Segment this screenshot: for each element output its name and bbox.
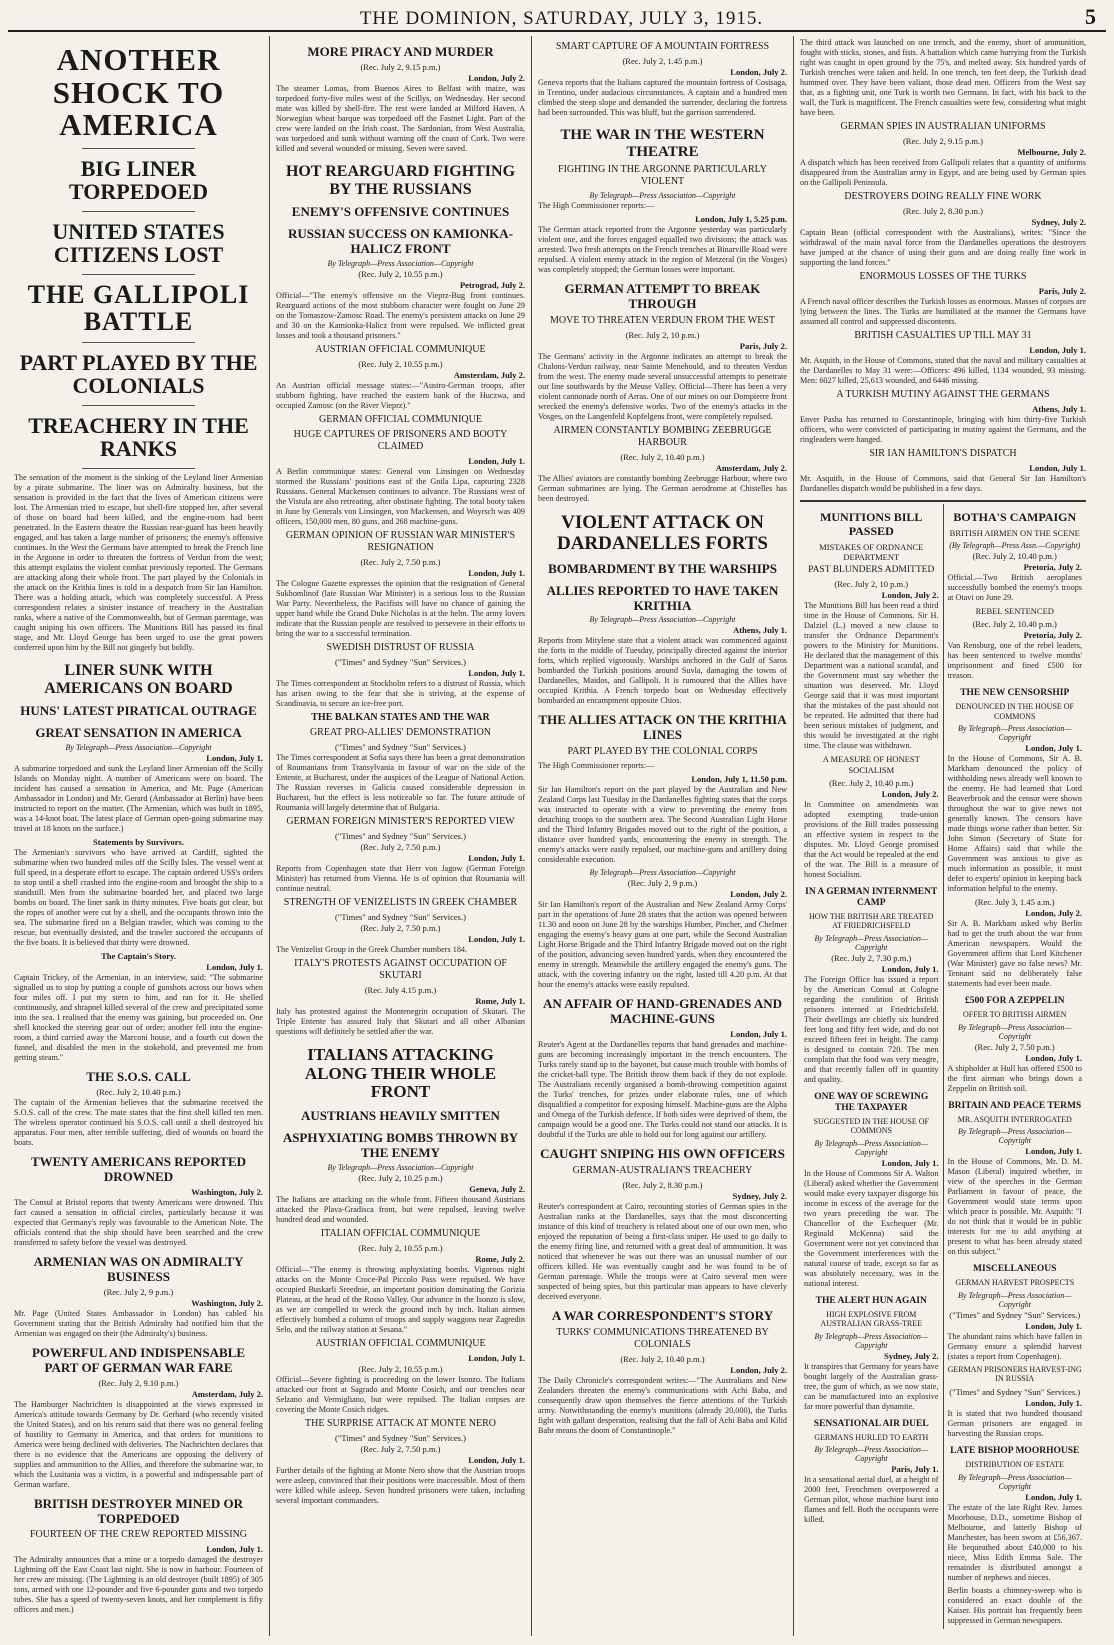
dateline: London, July 1. — [1025, 1052, 1082, 1063]
article-paragraph: Reuter's Agent at the Dardanelles reports that hand grenades and machine-guns are becoming increasingly important in the trench encounters. The Turks rarely stand up to the bayonet, but cause much trouble with bombs of the cricket-ball type. The British throw them back if they do not explode. The Australians recently organised a bomb-throwing competition against the Turks' trenches, for prizes under elaborate rules, one of which disqualified a competitor for exposing himself. Machine-guns are the Alpha and Omega of the Turkish defence. If both sides were deprived of them, the campaign would be a good one. The Turks could not stand our attacks. It is doubtful if the Turks are able to hold out for long against our artillery. — [538, 1040, 787, 1140]
dateline: Sydney, July 2. — [884, 1350, 939, 1361]
article-paragraph: A dispatch which has been received from Gallipoli relates that a quantity of uniforms disappeared from the Australian army in Egypt, and are being used by German spies on the Gallipoli Peninsula. — [800, 158, 1086, 187]
article-headline: THE BALKAN STATES AND THE WAR — [311, 711, 490, 723]
article-paragraph: Reports from Copenhagen state that Herr von Jagow (German Foreign Minister) has returned from Vienna. He is of opinion that Roumania will continue neutral. — [276, 863, 525, 893]
received-line: (Rec. July 2, 9.15 p.m.) — [902, 136, 984, 146]
dateline: London, July 1. — [1025, 1491, 1082, 1502]
article-paragraph: The Cologne Gazette expresses the opinion that the resignation of General Sukhomlinof (late Russian War Minister) is a serious loss to the Russian War Party. Nevertheless, the Pacifists will have no chance of gaining the upper hand while the Grand Duke Nicholas is at the helm. The army lovers indicate that the Russian people are resolved to persevere in their efforts to bring the war to a successful termination. — [276, 578, 525, 638]
article-paragraph: An Austrian official message states:—"Austro-German troops, after stubborn fighting, have reached the eastern bank of the Huczwa, and occupied Zamosc (on the River Vieprz)." — [276, 380, 525, 410]
received-line: (Rec. July 2, 9 p.m.) — [627, 878, 698, 889]
dateline: London, July 1. — [468, 852, 525, 863]
article-subheadline: BRITISH AIRMEN ON THE SCENE — [949, 527, 1080, 538]
source-line: ("Times" and Sydney "Sun" Services.) — [335, 656, 466, 667]
article-subheadline: FIGHTING IN THE ARGONNE PARTICULARLY VIOLENT — [558, 164, 767, 187]
byline: By Telegraph—Press Association—Copyright — [589, 868, 736, 878]
received-line: (Rec. July 2, 10.55 p.m.) — [358, 1363, 443, 1374]
dateline: London, July 1. — [1025, 1320, 1082, 1331]
byline: By Telegraph—Press Association—Copyright — [327, 258, 474, 268]
byline: By Telegraph—Press Association—Copyright — [589, 615, 736, 625]
article-headline: REBEL SENTENCED — [975, 605, 1054, 616]
article-paragraph: In Committee on amendments was adopted exempting trade-union provisions of the Bill trades possessing an effective system in respect to the disputes. Mr. Lloyd George promised that the Act would be repealed at the end of the war. The Bill is a measure of honest Socialism. — [804, 799, 939, 879]
headline-big-liner: BIG LINER TORPEDOED — [69, 155, 208, 204]
source-line: ("Times" and Sydney "Sun" Services.) — [335, 741, 466, 752]
article-paragraph: The Allies' aviators are constantly bombing Zeebrugge Harbour, where two German submarines are lying. The German aerodrome at Chistelles has been destroyed. — [538, 473, 787, 503]
headline-shock-to-america: ANOTHER SHOCK TO AMERICA — [52, 42, 225, 143]
article-paragraph: The Times correspondent at Stockholm refers to a distrust of Russia, which has arisen owing to the fear that she is striving, at the expense of Scandinavia, to secure an ice-free port. — [276, 678, 525, 708]
article-headline: AIRMEN CONSTANTLY BOMBING ZEEBRUGGE HARBOUR — [553, 424, 772, 448]
received-line: (Rec. July 2, 9.15 p.m.) — [360, 61, 441, 72]
article-paragraph: Enver Pasha has returned to Constantinople, bringing with him thirty-five Turkish officers, who were convicted of participating in mutiny against the Germans, and the ringleaders were hanged. — [800, 415, 1086, 444]
received-line: (Rec. July 2, 10 p.m.) — [834, 579, 909, 590]
received-line: (Rec. July 2, 7.50 p.m.) — [360, 841, 441, 852]
article-headline: ONE WAY OF SCREWING THE TAXPAYER — [814, 1091, 929, 1113]
article-paragraph: Mr. Page (United States Ambassador in London) has cabled his Government stating that the British Admiralty had notified him that the Armenian was engaged on their (the Admiralty's) business. — [14, 1308, 263, 1338]
article-subheadline: GERMAN-AUSTRALIAN'S TREACHERY — [572, 1165, 753, 1177]
column-3 — [532, 36, 794, 1636]
received-line: (Rec. July 2, 8.30 p.m.) — [902, 206, 984, 216]
article-subheadline: SUGGESTED IN THE HOUSE OF COMMONS — [813, 1116, 929, 1136]
article-paragraph: Sir A. B. Markham asked why Berlin had to get the truth about the war from American newspapers. Would the Government affirm that Lord Kitchener (War Minister) gave no false news? Mr. Tennant said no deliberately false statements had ever been made. — [947, 919, 1082, 989]
intro-line: The High Commissioner reports:— — [538, 201, 655, 210]
byline: By Telegraph—Press Association—Copyright — [814, 1138, 928, 1157]
received-line: (Rec. July 2, 7.50 p.m.) — [360, 556, 441, 567]
byline: By Telegraph—Press Association—Copyright — [65, 743, 212, 753]
article-paragraph: Mr. Asquith, in the House of Commons, stated that the naval and military casualties at the Dardanelles to May 31 were:—Officers: 496 killed, 1134 wounded, 93 missing. Men: 6027 killed, 25,613 wounded, and 6446 missing. — [800, 356, 1086, 385]
dateline: Pretoria, July 2. — [1023, 561, 1082, 572]
article-paragraph: The Venizelist Group in the Greek Chamber numbers 184. — [276, 944, 468, 954]
article-paragraph: The Armenian's survivors who have arrived at Cardiff, sighted the submarine when two hundred miles off the Scilly Isles. The vessel went at full speed, in a desperate effort to escape. The captain ordered USS's orders to stop until a shell crashed into the engine-room and brought the ship to a standstill. Men from the submarine boarded her, and placed two large bombs on board. The liner sank in thirty minutes. Five boats got clear, but the ropes of another were cut by a shell, and the occupants thrown into the sea. The submarine fired on a Belgian trawler, which was coming to the rescue, but eventually desisted, and the trawler succored the occupants of the five boats. It is believed that thirty were drowned. — [14, 848, 263, 948]
received-line: (Rec. July 4.15 p.m.) — [364, 984, 437, 995]
dateline: London, July 1. — [1025, 1146, 1082, 1157]
article-headline: GERMAN PRISONERS HARVEST-ING IN RUSSIA — [947, 1364, 1082, 1384]
article-subheadline: DENOUNCED IN THE HOUSE OF COMMONS — [955, 702, 1074, 721]
article-headline: THE S.O.S. CALL — [86, 1069, 191, 1085]
headline-us-citizens-lost: UNITED STATES CITIZENS LOST — [52, 218, 225, 267]
received-line: (Rec. July 2, 1.45 p.m.) — [622, 56, 703, 66]
article-headline: GERMAN SPIES IN AUSTRALIAN UNIFORMS — [840, 121, 1046, 132]
article-subheadline: HIGH EXPLOSIVE FROM AUSTRALIAN GRASS-TREE — [820, 1309, 923, 1329]
article-paragraph: It transpires that Germany for years have bought largely of the Australian grass-tree, the gum of which, as we now state, can be manufactured into an explosive far more powerful than dynamite. — [804, 1361, 939, 1411]
dateline: Paris, July 2. — [739, 340, 787, 351]
received-line: (Rec. July 2, 10.40 p.m.) — [829, 777, 914, 788]
byline: By Telegraph—Press Association—Copyright — [814, 1331, 928, 1350]
article-subheadline: GREAT SENSATION IN AMERICA — [35, 725, 242, 741]
dateline: London, July 2. — [730, 67, 787, 77]
article-headline: A MEASURE OF HONEST SOCIALISM — [822, 754, 920, 775]
article-headline: VIOLENT ATTACK ON DARDANELLES FORTS — [556, 511, 768, 554]
article-headline: £500 FOR A ZEPPELIN — [965, 996, 1065, 1007]
article-headline: LINER SUNK WITH AMERICANS ON BOARD — [44, 661, 233, 697]
dateline: Amsterdam, July 2. — [191, 1388, 263, 1399]
article-headline: AUSTRIAN OFFICIAL COMMUNIQUE — [315, 1337, 486, 1349]
received-line: (Rec. July 2, 10.40 p.m.) — [96, 1086, 181, 1097]
article-headline: THE SURPRISE ATTACK AT MONTE NERO — [305, 1417, 496, 1429]
article-subheadline: ENEMY'S OFFENSIVE CONTINUES — [291, 204, 510, 220]
received-line: (Rec. July 2, 7.50 p.m.) — [360, 1443, 441, 1454]
source-line: ("Times" and Sydney "Sun" Services.) — [335, 911, 466, 922]
dateline: London, July 1. — [730, 1029, 787, 1040]
article-paragraph: The Hamburger Nachrichten is disappointed at the views expressed in America's attitude towards Germany by Dr. Gerhard (who recently visited the United States), and on his return said that there was no general feeling of hostility to Germany in America, and that orders for munitions to America were being declined with deliveries. The Nachrichten declares that there is no evidence that the Americans are opposing the delivery of supplies and ammunition to the Allies, and therefore the submarine war, to which the Lusitania was a victim, is a powerful and indispensable part of German warfare. — [14, 1399, 263, 1489]
dateline: London, July 2. — [468, 72, 525, 83]
dateline: Sydney, July 2. — [732, 1191, 787, 1202]
article-subheadline: TURKS' COMMUNICATIONS THREATENED BY COLONIALS — [556, 1327, 769, 1351]
article-headline: GERMAN FOREIGN MINISTER'S REPORTED VIEW — [286, 815, 515, 827]
article-headline: AN AFFAIR OF HAND-GRENADES AND MACHINE-GUNS — [542, 996, 783, 1027]
received-line: (Rec. July 2, 7.50 p.m.) — [360, 922, 441, 933]
source-line: ("Times" and Sydney "Sun" Services.) — [335, 830, 466, 841]
article-paragraph: The abundant rains which have fallen in Germany ensure a splendid harvest (states a report from Copenhagen). — [947, 1331, 1082, 1361]
column-4 — [794, 36, 1092, 1636]
article-headline: A TURKISH MUTINY AGAINST THE GERMANS — [836, 389, 1050, 400]
article-paragraph: Official—"The enemy's offensive on the Vieprz-Bug front continues. Rearguard actions of the most stubborn character were fought on June 29 on the Tomaszow-Zamosc Road. The enemy's persistent attacks on June 29 and 30 on the Kamionka-Halicz front were repulsed. We inflicted great losses and took a thousand prisoners." — [276, 290, 525, 340]
dateline: London, July 1. — [468, 667, 525, 678]
dateline: Amsterdam, July 2. — [715, 462, 787, 473]
article-headline: GERMAN ATTEMPT TO BREAK THROUGH — [564, 281, 761, 311]
received-line: (Rec. July 2, 10 p.m.) — [625, 329, 700, 340]
article-headline: SMART CAPTURE OF A MOUNTAIN FORTRESS — [555, 41, 770, 52]
headline-colonials: PART PLAYED BY THE COLONIALS — [19, 349, 258, 398]
byline: (By Telegraph—Press Assn.—Copyright) — [949, 540, 1081, 550]
dateline: London, July 2. — [1025, 908, 1082, 919]
article-headline: HOT REARGUARD FIGHTING BY THE RUSSIANS — [285, 162, 516, 198]
dateline: London, July 1, 5.25 p.m. — [695, 214, 787, 224]
article-paragraph: The German attack reported from the Argonne yesterday was particularly violent one, and the forces engaged equalled two divisions; the attack was arrested. Two fresh attempts on the French trenches at Binarville Road were repulsed. A violent enemy attack in the region of Metzeral (in the Vosges) was completely stopped; the German losses were important. — [538, 225, 787, 274]
dateline: Pretoria, July 2. — [1023, 630, 1082, 641]
article-paragraph: Van Rensburg, one of the rebel leaders, has been sentenced to twelve months' imprisonment and fined £500 for treason. — [947, 641, 1082, 681]
received-line: (Rec. July 2, 7.50 p.m.) — [974, 1041, 1055, 1052]
dateline: London, July 1. — [1025, 1398, 1082, 1409]
dateline: Athens, July 1. — [1032, 404, 1086, 414]
byline: By Telegraph—Press Association—Copyright — [958, 724, 1072, 743]
article-subheadline: FOURTEEN OF THE CREW REPORTED MISSING — [29, 1529, 248, 1541]
article-paragraph: In the House of Commons, Mr. D. M. Mason (Liberal) inquired whether, in view of the speeches in the German Parliament in favour of peace, the Government would state terms upon which peace is possible. Mr. Asquith: "I do not think that it would be in public interests for me to add anything at present to what has been already stated on this subject." — [947, 1157, 1082, 1257]
dateline: Washington, July 2. — [191, 1297, 263, 1308]
masthead — [8, 4, 1106, 32]
article-paragraph: Official—"The enemy is throwing asphyxiating bombs. Vigorous night attacks on the Monte Croce-Pal Piccolo Pass were repulsed. We have occupied Buskarli Sreednie, an important position dominating the Gorizia Plateau, at the head of the Rosso Valley. Our advance in the Isonzo is slow, as we are compelled to wreck the ground inch by inch. Italian airmen effectively bombed a column of troops and supply waggons near Zagredin Selo, and the railway station at Sesana." — [276, 1264, 525, 1334]
dateline: Melbourne, July 2. — [1017, 147, 1086, 157]
article-subheadline: HOW THE BRITISH ARE TREATED AT FRIEDRICHSFELD — [809, 911, 934, 931]
article-subheadline: BOMBARDMENT BY THE WARSHIPS — [548, 560, 777, 576]
article-subheadline: RUSSIAN SUCCESS ON KAMIONKA-HALICZ FRONT — [287, 226, 513, 256]
sub-column-right — [943, 504, 1087, 1629]
page-number: 5 — [1085, 4, 1096, 29]
article-paragraph: The third attack was launched on one trench, and the enemy, short of ammunition, fought with sticks, stones, and fists. A battalion which came hurrying from the Turkish right was caught in open ground by the 75's, and melted away. Six hundred yards of Turkish trenches were taken and held. In one trench, ten feet deep, the Turkish dead hummed over. They have been valiant, those dead men. Officers from the West say that, as a fighting unit, one Turk is worth two Germans. In fact, with his back to the wall, the Turk is magnificent. The French casualties were few, considering what might have been. — [800, 38, 1086, 117]
dateline: London, July 1. — [881, 1157, 939, 1168]
article-headline: MORE PIRACY AND MURDER — [307, 44, 494, 59]
dateline: Rome, July 2. — [475, 1253, 525, 1264]
article-headline: THE NEW CENSORSHIP — [960, 688, 1070, 699]
article-headline: AUSTRIAN OFFICIAL COMMUNIQUE — [315, 343, 486, 355]
dateline: Paris, July 1. — [891, 1464, 939, 1475]
article-headline: GERMAN OFFICIAL COMMUNIQUE — [319, 413, 482, 425]
article-paragraph: The Daily Chronicle's correspondent writes:—"The Australians and New Zealanders threaten the enemy's communications with Achi Baba, and consequently draw upon themselves the fierce attentions of the Turkish army. Notwithstanding the enemy's munitions (already 20,000), the Turks fight with gallant desperation, realising that the fall of Achi Baba and Kilid Bahr means the doom of Constantinople." — [538, 1376, 787, 1436]
article-paragraph: The Munitions Bill has been read a third time in the House of Commons. Sir H. Dalziel (L.) moved a new clause to transfer the Ordnance Department's powers to the Ministry for Munitions. He declared that the management of this Department was a national scandal, and the Government must say whether the situation was deserved. Mr. Lloyd George said that it was most important that the mistakes of the past should not be repeated. He admitted that there had been serious mistakes of judgment, and this would be investigated at the right time. The clause was withdrawn. — [804, 601, 939, 751]
dateline: London, July 1. — [468, 567, 525, 578]
dateline: London, July 1. — [206, 753, 263, 764]
article-paragraph: Mr. Asquith, in the House of Commons, said that General Sir Ian Hamilton's Dardanelles dispatch would be published in a few days. — [800, 474, 1086, 493]
dateline: Washington, July 2. — [191, 1186, 263, 1197]
article-headline: IN A GERMAN INTERNMENT CAMP — [805, 886, 938, 908]
article-paragraph: Reuter's correspondent at Cairo, recounting stories of German spies in the Australian ranks at the Dardanelles, says that the most disconcerting instance of this kind of treachery is related about one of our own men, who enjoyed the reputation of being a first-class sniper. He used to go daily to the enemy firing line, and returned with a great deal of ammunition. It was noticed that whenever he was out there was an unusual number of our officers killed. He was eventually caught and he was found to be of German parentage. While the troops were at Cairo several men were suspected of being spies, but this particular man appears to have cleverly deceived everyone. — [538, 1202, 787, 1302]
article-paragraph: A Berlin communique states: General von Linsingen on Wednesday stormed the Russians' positions east of the Gnila Lipa, capturing 2328 Russians. General Mackensen continues to advance. The Russians west of the Vistula are also retreating, after obstinate fighting. The total booty taken in June by Generals von Linsingen, von Mackensen, and Woyrsch was 409 officers, 150,000 men, 80 guns, and 268 machine-guns. — [276, 466, 525, 526]
source-line: ("Times" and Sydney "Sun" Services.) — [949, 1387, 1081, 1398]
article-paragraph: The Germans' activity in the Argonne indicates an attempt to break the Chalons-Verdun railway, near Sainte Menehould, and to threaten Verdun from the west. The enemy made several unsuccessful attempts to penetrate our line southwards by the Meuse Valley. Official—There has been a very violent cannonade north of Arras. One of our mines on our Dompierre front wrecked the enemy's defensive works. Two of the enemy's attacks in the Vosges, on the Langenfeld Kopfelgens front, were completely repulsed. — [538, 351, 787, 421]
article-paragraph: The Admiralty announces that a mine or a torpedo damaged the destroyer Lightning off the East Coast last night. She is now in harbour. Fourteen of her crew are missing. (The Lightning is an old destroyer (built 1895) of 305 tons, armed with one 12-pounder and five 6-pounder guns and two torpedo tubes. She has a speed of twenty-seven knots, and her complement is fifty officers and men.) — [14, 1555, 263, 1615]
article-headline: BOTHA'S CAMPAIGN — [953, 510, 1077, 524]
article-headline: THE ALERT HUN AGAIN — [815, 1295, 927, 1306]
split-columns — [800, 500, 1086, 1629]
dateline: London, July 1. — [468, 1454, 525, 1465]
article-subheadline: HUNS' LATEST PIRATICAL OUTRAGE — [20, 703, 257, 719]
dateline: Petrograd, July 2. — [459, 279, 525, 290]
article-headline: ITALIANS ATTACKING ALONG THEIR WHOLE FRONT — [304, 1044, 497, 1102]
article-paragraph: Captain Bean (official correspondent with the Australians), writes: "Since the withdrawal of the main naval force from the Dardanelles operations the destroyers have jumped at the chance of using their guns and are doing really fine work in supporting the land forces." — [800, 228, 1086, 267]
received-line: (Rec. July 2, 9.10 p.m.) — [98, 1377, 179, 1388]
article-paragraph: The Consul at Bristol reports that twenty Americans were drowned. This fact caused a sensation in official circles, particularly because it was expected that Germany's reply was favourable to the American Note. The officials contend that the ship should have been searched and the crew transferred to safety before the vessel was destroyed. — [14, 1197, 263, 1247]
sub-column-left — [800, 504, 943, 1629]
dateline: Rome, July 1. — [475, 995, 525, 1006]
dateline: London, July 1. — [881, 963, 939, 974]
received-line: (Rec. July 2, 10.25 p.m.) — [358, 1172, 443, 1183]
dateline: London, July 1. — [1025, 743, 1082, 754]
dateline: London, July 2. — [881, 788, 939, 799]
dateline: Sydney, July 2. — [1031, 217, 1086, 227]
article-headline: LATE BISHOP MOORHOUSE — [950, 1446, 1080, 1457]
column-2 — [270, 36, 532, 1636]
article-headline: ITALY'S PROTESTS AGAINST OCCUPATION OF SKUTARI — [294, 957, 507, 981]
dateline: London, July 2. — [730, 889, 787, 900]
received-line: (Rec. July 2, 10.40 p.m.) — [620, 451, 705, 462]
intro-line: The High Commissioner reports:— — [538, 761, 655, 771]
article-headline: DESTROYERS DOING REALLY FINE WORK — [844, 191, 1042, 202]
headline-gallipoli-battle: THE GALLIPOLI BATTLE — [27, 280, 250, 337]
byline: By Telegraph—Press Association—Copyright — [327, 1162, 474, 1172]
article-subheadline: MR. ASQUITH INTERROGATED — [957, 1114, 1072, 1124]
article-subheadline: HUGE CAPTURES OF PRISONERS AND BOOTY CLAIMED — [293, 428, 508, 452]
article-headline: BRITISH CASUALTIES UP TILL MAY 31 — [854, 330, 1032, 341]
article-subheadline: GREAT PRO-ALLIES' DEMONSTRATION — [309, 726, 492, 738]
dateline: London, July 1. — [1029, 345, 1086, 355]
article-subheadline: PAST BLUNDERS ADMITTED — [808, 564, 935, 575]
article-headline: BRITAIN AND PEACE TERMS — [948, 1100, 1082, 1111]
article-headline: THE WAR IN THE WESTERN THEATRE — [560, 127, 765, 160]
article-paragraph: In a sensational aerial duel, at a height of 2000 feet, Frenchmen overpowered a German pilot, whose machine burst into flames and fell. Both the occupants were killed. — [804, 1475, 939, 1525]
article-headline: SWEDISH DISTRUST OF RUSSIA — [326, 641, 475, 653]
article-headline: CAUGHT SNIPING HIS OWN OFFICERS — [540, 1146, 785, 1162]
received-line: (Rec. July 2, 10.40 p.m.) — [972, 550, 1057, 561]
article-subheadline: ALLIES REPORTED TO HAVE TAKEN KRITHIA — [546, 582, 779, 613]
dateline: Amsterdam, July 2. — [453, 369, 525, 380]
byline: By Telegraph—Press Association—Copyright — [589, 191, 736, 200]
article-paragraph: Captain Trickey, of the Armenian, in an interview, said: "The submarine signalled us to stop by putting a couple of gunshots across our bows when four miles off. I put my stern to him, and ran for it. He shelled continuously, and shrapnel killed several of the crew and precipitated some into the sea. I realised that the enemy was gaining, but proceeded on. One shell knocked the steering gear out of order; another fell into the engine-room, a third carried away the Marconi house, and a fourth cut down the funnel, and disabled the men in the stokehold, and prevented me from getting steam." — [14, 973, 263, 1063]
section-subhead: The Captain's Story. — [101, 951, 176, 962]
article-paragraph: Italy has protested against the Montenegrin occupation of Skutari. The Triple Entente has assured Italy that Skutari and all other Albanian questions will definitely be settled after the war. — [276, 1006, 525, 1036]
article-headline: SENSATIONAL AIR DUEL — [813, 1418, 929, 1429]
dateline: London, July 1, 11.50 p.m. — [691, 774, 787, 785]
received-line: (Rec. July 2, 7.30 p.m.) — [831, 952, 912, 963]
article-subheadline: DISTRIBUTION OF ESTATE — [965, 1459, 1064, 1469]
article-headline: POWERFUL AND INDISPENSABLE PART OF GERMAN WAR FARE — [31, 1344, 246, 1375]
article-headline: MISCELLANEOUS — [973, 1264, 1057, 1275]
article-headline: TWENTY AMERICANS REPORTED DROWNED — [30, 1153, 247, 1184]
article-paragraph: The captain of the Armenian believes that the submarine received the S.O.S. call of the crew. The mate states that the first shell killed ten men. The wireless operator continued his S.O.S. call until a shell destroyed his apparatus. Four men, after terrible suffering, died of wounds on board the boats. — [14, 1097, 263, 1147]
article-headline: ITALIAN OFFICIAL COMMUNIQUE — [320, 1227, 481, 1239]
byline: By Telegraph—Press Association—Copyright — [958, 1022, 1072, 1041]
received-line: (Rec. July 2, 10.40 p.m.) — [620, 1354, 705, 1365]
article-subheadline: ASPHYXIATING BOMBS THROWN BY THE ENEMY — [282, 1129, 519, 1160]
received-line: (Rec. July 2, 8.30 p.m.) — [622, 1180, 703, 1191]
column-1 — [8, 36, 270, 1636]
headline-treachery: TREACHERY IN THE RANKS — [28, 412, 249, 461]
article-headline: MUNITIONS BILL PASSED — [820, 510, 923, 538]
article-paragraph: A submarine torpedoed and sunk the Leyland liner Armenian off the Scilly Islands on Monday night. A number of Americans were on board. The incident has caused a sensation in America, and Mr. Page (American Ambassador in London) and Mr. Gerard (Ambassador at Berlin) have been instructed to report on the matter. (The Armenian, which was built in 1895, was a 14-knot boat. The latest place of German open-going submarine may travel at 18 knots on the surface.) — [14, 764, 263, 834]
dateline: Geneva, July 2. — [469, 1183, 525, 1194]
dateline: London, July 1. — [468, 1352, 525, 1363]
article-subheadline: GERMANS HURLED TO EARTH — [814, 1432, 929, 1442]
article-subheadline: OFFER TO BRITISH AIRMEN — [963, 1010, 1067, 1020]
byline: By Telegraph—Press Association—Copyright — [814, 933, 928, 952]
article-headline: SIR IAN HAMILTON'S DISPATCH — [869, 448, 1017, 459]
article-headline: A WAR CORRESPONDENT'S STORY — [551, 1308, 774, 1324]
article-paragraph: It is stated that two hundred thousand German prisoners are engaged in harvesting the Russian crops. — [947, 1409, 1082, 1439]
dateline: Paris, July 2. — [1038, 286, 1086, 296]
byline: By Telegraph—Press Association—Copyright — [958, 1472, 1072, 1491]
article-subheadline: MISTAKES OF ORDNANCE DEPARTMENT — [819, 541, 924, 562]
news-summary: The sensation of the moment is the sinking of the Leyland liner Armenian by a pirate submarine. The liner was on Admiralty business, but the sensation is provided in the fact that the lives of American citizens were lost. The Armenian tried to escape, but shell-fire stopped her, after several of those on board had been killed, and the engine-room had been penetrated. In the Eastern theatre the Russian rear-guard has been heavily engaged, and has taken a large number of prisoners; the enemy's offensive continues. In the West the Germans have attempted to break the French line in the Argonne in order to threaten the fortress of Verdun from the west; this attempt explains the violent combat previously reported. The Germans are attacking along their whole front. The part played by the Colonials in the attack on the Krithia lines is told in a despatch from Sir Ian Hamilton. There was a holding attack, which was completely successful. A Press correspondent relates a sinister instance of treachery in the Australian ranks, where a native of the Commonwealth, but of German parentage, was caught sniping his own officers. The Munitions Bill has passed its final stage, and Mr. Lloyd George has been urged to use the great powers conferred upon him by the Bill not gingerly but boldly. — [14, 472, 263, 652]
article-paragraph: Geneva reports that the Italians captured the mountain fortress of Cosisaga, in Trentino, under audacious circumstances. A captain and a hundred men climbed the steep slope and demanded the surrender, declaring the fortress had been surrounded. This was bluff, but the garrison surrendered. — [538, 78, 787, 117]
article-paragraph: The Italians are attacking on the whole front. Fifteen thousand Austrians attacked the Plava-Gradisca front, but were repulsed, leaving twelve hundred dead and wounded. — [276, 1194, 525, 1224]
dateline: London, July 2. — [881, 590, 939, 601]
byline: By Telegraph—Press Association—Copyright — [958, 1290, 1072, 1309]
received-line: (Rec. July 3, 1.45 a.m.) — [974, 897, 1055, 908]
article-headline: STRENGTH OF VENIZELISTS IN GREEK CHAMBER — [283, 896, 518, 908]
article-paragraph: Berlin boasts a chimney-sweep who is considered an exact double of the Kaiser. His portrait has frequently been suppressed in German newspapers. — [947, 1585, 1082, 1625]
article-subheadline: AUSTRIANS HEAVILY SMITTEN — [301, 1108, 500, 1123]
dateline: Athens, July 1. — [733, 625, 787, 636]
article-subheadline: PART PLAYED BY THE COLONIAL CORPS — [567, 746, 758, 758]
dateline: London, July 1. — [1029, 463, 1086, 473]
received-line: (Rec. July 2, 10.55 p.m.) — [358, 268, 443, 279]
byline: By Telegraph—Press Association—Copyright — [958, 1127, 1072, 1146]
dateline: London, July 1. — [206, 1544, 263, 1555]
source-line: ("Times" and Sydney "Sun" Services.) — [949, 1309, 1081, 1320]
article-paragraph: The estate of the late Right Rev. James Moorhouse, D.D., sometime Bishop of Melbourne, and latterly Bishop of Manchester, has been sworn at £56,367. He bequeathed about £40,000 to his niece, Miss Edith Emma Sale. The remainder is distributed amongst a number of nephews and nieces. — [947, 1502, 1082, 1582]
received-line: (Rec. July 2, 10.55 p.m.) — [358, 1242, 443, 1253]
received-line: (Rec. July 2, 10.40 p.m.) — [972, 619, 1057, 630]
article-paragraph: A French naval officer describes the Turkish losses as enormous. Masses of corpses are lying between the lines. The Turks are humiliated at the manner the Germans have assumed all control and suppressed discontents. — [800, 297, 1086, 326]
dateline: London, July 1. — [206, 962, 263, 973]
source-line: ("Times" and Sydney "Sun" Services.) — [335, 1432, 466, 1443]
byline: By Telegraph—Press Association—Copyright — [814, 1445, 928, 1464]
dateline: London, July 1. — [468, 933, 525, 944]
article-paragraph: In the House of Commons, Sir A. B. Markham denounced the policy of withholding news already well known to the enemy. He had learned that Lord Beaverbrook and the censor were shown throughout the war to give news not generally known. The censors have made things worse rather than better. Sir John Simon (Secretary of State for Home Affairs) said that while the Government was anxious to give as much information as possible, it must defer to experts' opinion in keeping back information helpful to the enemy. — [947, 754, 1082, 894]
article-headline: ARMENIAN WAS ON ADMIRALTY BUSINESS — [33, 1253, 244, 1284]
article-paragraph: Official.—Two British aeroplanes successfully bombed the enemy's troops at Otavi on June 29. — [947, 572, 1082, 602]
section-subhead: Statements by Survivors. — [93, 837, 184, 848]
article-paragraph: In the House of Commons Sir A. Walton (Liberal) asked whether the Government would make every taxpayer disgorge his income in excess of the average for the two years preceding the war. The Chancellor of the Exchequer (Mr. Reginald McKenna) said the Government were not yet convinced that the Government interferences with the natural course of trade, except so far as was absolutely necessary, was in the national interest. — [804, 1168, 939, 1288]
article-headline: BRITISH DESTROYER MINED OR TORPEDOED — [33, 1495, 244, 1526]
article-headline: ENORMOUS LOSSES OF THE TURKS — [859, 271, 1027, 282]
received-line: (Rec. July 2, 9 p.m.) — [103, 1286, 174, 1297]
article-subheadline: MOVE TO THREATEN VERDUN FROM THE WEST — [549, 314, 775, 326]
article-subheadline: GERMAN HARVEST PROSPECTS — [955, 1278, 1075, 1288]
article-paragraph: A shipholder at Hull has offered £500 to the first airman who brings down a Zeppelin on British soil. — [947, 1063, 1082, 1093]
newspaper-title: THE DOMINION, SATURDAY, JULY 3, 1915. — [359, 8, 764, 29]
received-line: (Rec. July 2, 10.55 p.m.) — [358, 358, 443, 369]
article-paragraph: The Foreign Office has issued a report by the American Consul at Cologne regarding the condition of British prisoners interned at Friedrichsfeld. Their dwellings are chiefly six hundred feet long and fifty feet wide, and do not exceed fifteen feet in height. The camp is designed to contain 720. The men complain that the food was very meagre, and that recently fallen off in quantity and quality. — [804, 974, 939, 1084]
article-paragraph: Further details of the fighting at Monte Nero show that the Austrian troops were asleep, convinced that their positions were inaccessible. Most of them were killed while asleep. Seven hundred prisoners were taken, including several important commanders. — [276, 1465, 525, 1505]
article-paragraph: Reports from Mitylene state that a violent attack was commenced against the forts in the middle of Tuesday, principally directed against the interior forts, which replied vigorously. Warships anchored in the Gulf of Saros bombarded the Turkish positions around Suvla, damaging the towns of Dardanelles, Maidos, and Gallipoli. It is rumoured that the Allies have occupied Krithia. A French torpedo boat on Wednesday effectively bombarded an encampment opposite Chios. — [538, 636, 787, 706]
article-paragraph: Sir Ian Hamilton's report of the Australian and New Zealand Army Corps' part in the operations of June 28 states that the action was opened between 11.30 and noon on June 28 by the warships Humber, Pincher, and Chelmer engaging the enemy's heavy guns at one part, while the Second Australian Light Horse Brigade and the Third Infantry Brigade moved out on the right of the position, advancing seven hundred yards, when they encountered the enemy in strength. Meanwhile the artillery engaged the enemy's guns. The attack, with the covering infantry on the right, lasted till 4.20 p.m. At that hour the enemy's attacks were easily repulsed. — [538, 900, 787, 990]
article-paragraph: Sir Ian Hamilton's report on the part played by the Australian and New Zealand Corps last Tuesday in the Dardanelles fighting states that the corps was instructed to operate with a view to preventing the enemy from detaching troops to the southern area. The Second Australian Light Horse and the Third Infantry Brigades moved out to the right of the position, a distance over hundred yards, encountering the enemy in strength. The enemy's attacks were easily repulsed, our machine-guns and artillery doing considerable execution. — [538, 785, 787, 865]
article-headline: THE ALLIES ATTACK ON THE KRITHIA LINES — [538, 712, 787, 743]
article-paragraph: The steamer Lomas, from Buenos Aires to Belfast with maize, was torpedoed forty-five miles west of the Scillys, on Wednesday. Her second mate was killed by shell-fire. The rest were landed at Milford Haven. A Norwegian wheat barque was torpedoed off the Fastnet Light. Part of the crew were landed on the Irish coast. The Sardonian, from West Australia, was torpedoed and sunk without warning off the coast of Cork. Two were killed and several wounded or missing. Seven were saved. — [276, 83, 525, 153]
article-paragraph: Official—Severe fighting is proceeding on the lower Isonzo. The Italians attacked our front at Sagrado and Monte Cosich, and our trenches near Selzano and Vermigliano, but were repulsed. The Italian corpses are covering the Monte Cosich ridges. — [276, 1374, 525, 1414]
article-paragraph: The Times correspondent at Sofia says there has been a great demonstration of Roumanians from Transylvania in favour of war on the side of the Entente, at Bucharest, under the auspices of the League of National Action. The Russian reverses in Galicia caused considerable depression in Bucharest, but the effect is less noticeable so far. The future attitude of Roumania will largely determine that of Bulgaria. — [276, 752, 525, 812]
article-headline: GERMAN OPINION OF RUSSIAN WAR MINISTER'S RESIGNATION — [285, 529, 516, 553]
dateline: London, July 1. — [468, 455, 525, 466]
dateline: London, July 2. — [730, 1365, 787, 1376]
